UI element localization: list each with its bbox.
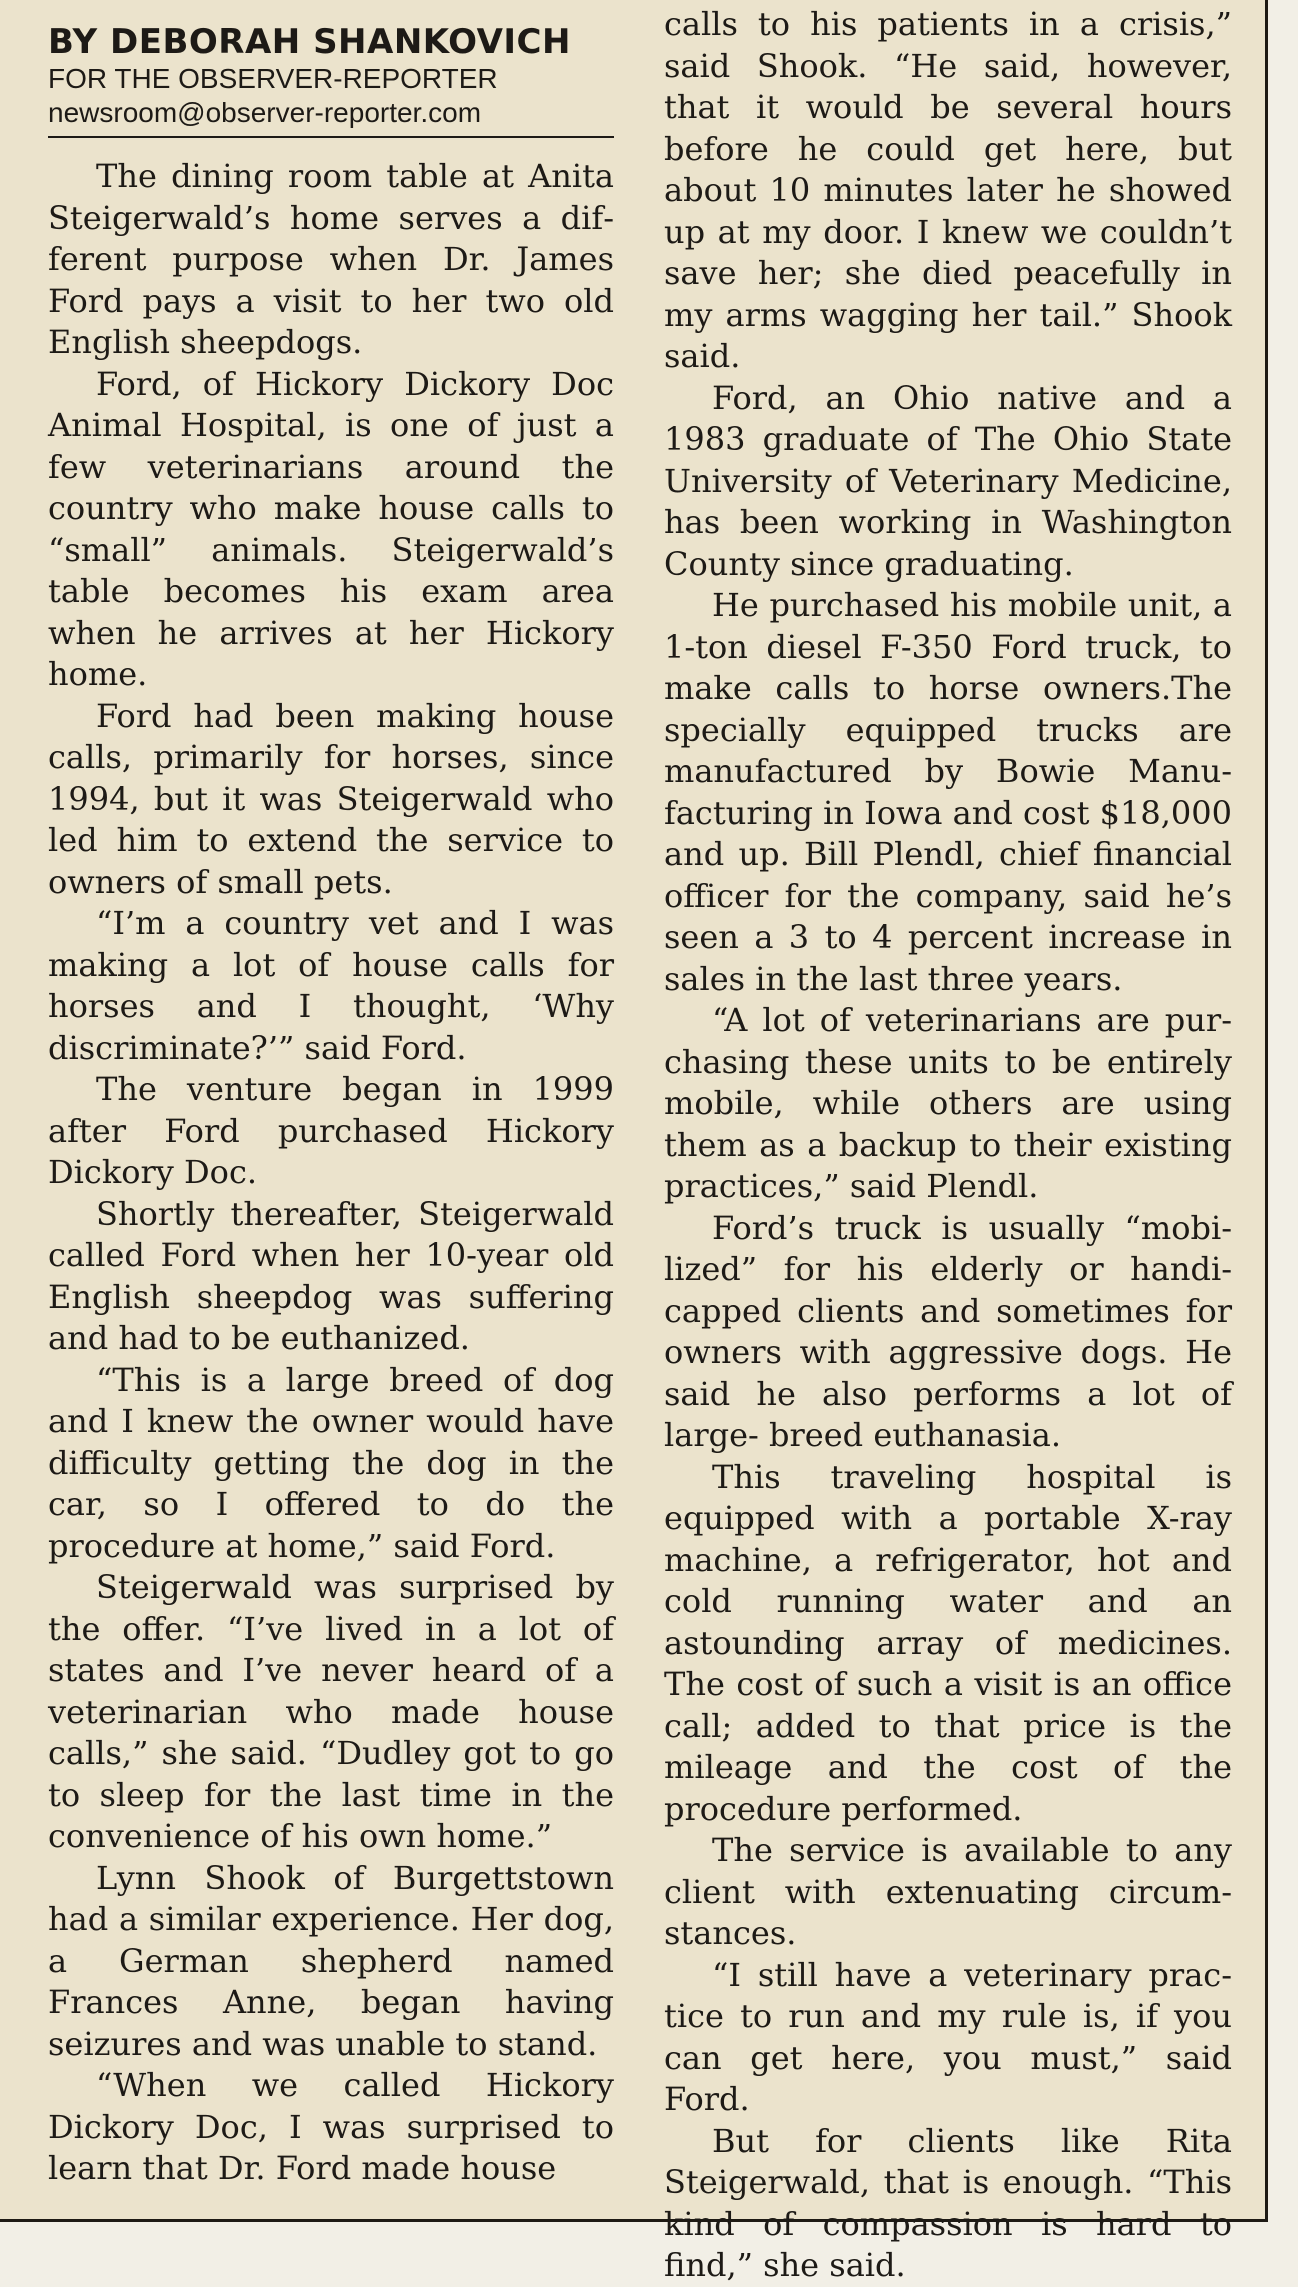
paragraph: Shortly thereafter, Steigerwald called Ford when her 10-year old English sheepdog was suffering and had to be euthanized. bbox=[48, 1194, 614, 1357]
byline-divider bbox=[48, 136, 614, 138]
paragraph: This traveling hospital is equipped with a portable X-ray machine, a refrigerator, hot and cold running water and an astounding array of medicines. The cost of such a visit is an office call; added to that price is the mileage and the cost of the procedure performed. bbox=[664, 1457, 1232, 1828]
article-column-right bbox=[664, 0, 1232, 2287]
paragraph: Steigerwald was surprised by the offer. “I’ve lived in a lot of states and I’ve never heard of a veterinarian who made house calls,” she said. “Dudley got to go to sleep for the last time in the convenience of his own home.” bbox=[48, 1568, 614, 1855]
paragraph: calls to his patients in a crisis,” said Shook. “He said, however, that it would be several hours before he could get here, but about 10 minutes later he showed up at my door. I knew we couldn’t save her; she died peacefully in my arms wagging her tail.” Shook said. bbox=[664, 5, 1232, 375]
byline bbox=[48, 22, 614, 138]
paragraph: Ford had been making house calls, primarily for horses, since 1994, but it was Steigerwald who led him to extend the service to owners of small pets. bbox=[48, 696, 614, 901]
byline-name: BY DEBORAH SHANKOVICH bbox=[48, 22, 571, 62]
paragraph: He purchased his mobile unit, a 1-ton diesel F-350 Ford truck, to make calls to horse owners.The specially equipped trucks are manufactured by Bowie Manufacturing in Iowa and cost $18,000 and up. Bill Plendl, chief financial officer for the company, said he’s seen a 3 to 4 percent increase in sales in the last three years. bbox=[664, 586, 1232, 998]
paragraph: The dining room table at Anita Steigerwald’s home serves a different purpose when Dr. James Ford pays a visit to her two old English sheepdogs. bbox=[48, 157, 614, 361]
paragraph: Lynn Shook of Burgettstown had a similar experience. Her dog, a German shepherd named Frances Anne, began having seizures and was unable to stand. bbox=[48, 1858, 614, 2063]
article-column-left bbox=[48, 0, 614, 2190]
paragraph: “I still have a veterinary practice to run and my rule is, if you can get here, you must,” said Ford. bbox=[664, 1955, 1232, 2118]
paragraph: “When we called Hickory Dickory Doc, I was surprised to learn that Dr. Ford made house bbox=[48, 2066, 614, 2187]
paragraph: “A lot of veterinarians are purchasing these units to be entirely mobile, while others are using them as a backup to their existing practices,” said Plendl. bbox=[664, 1001, 1232, 1205]
byline-email: newsroom@observer-reporter.com bbox=[48, 97, 482, 128]
paragraph: The service is available to any client with extenuating circumstances. bbox=[664, 1831, 1232, 1952]
paragraph: “This is a large breed of dog and I knew the owner would have difficulty getting the dog in the car, so I offered to do the procedure at home,” said Ford. bbox=[48, 1360, 614, 1565]
paragraph: The venture began in 1999 after Ford purchased Hickory Dickory Doc. bbox=[48, 1070, 614, 1191]
byline-affiliation: FOR THE OBSERVER-REPORTER bbox=[48, 63, 498, 94]
paragraph: But for clients like Rita Steigerwald, that is enough. “This kind of compassion is hard to find,” she said. bbox=[664, 2121, 1232, 2284]
paragraph: Ford, an Ohio native and a 1983 graduate of The Ohio State University of Veterinary Medicine, has been working in Washington County since graduating. bbox=[664, 378, 1232, 583]
paragraph: Ford’s truck is usually “mobilized” for his elderly or handicapped clients and sometimes for owners with aggressive dogs. He said he also performs a lot of large- breed euthanasia. bbox=[664, 1208, 1232, 1454]
paragraph: “I’m a country vet and I was making a lot of house calls for horses and I thought, ‘Why discriminate?’” said Ford. bbox=[48, 904, 614, 1067]
paragraph: Ford, of Hickory Dickory Doc Animal Hospital, is one of just a few veterinarians around the country who make house calls to “small” animals. Steigerwald’s table becomes his exam area when he arrives at her Hickory home. bbox=[48, 364, 614, 693]
